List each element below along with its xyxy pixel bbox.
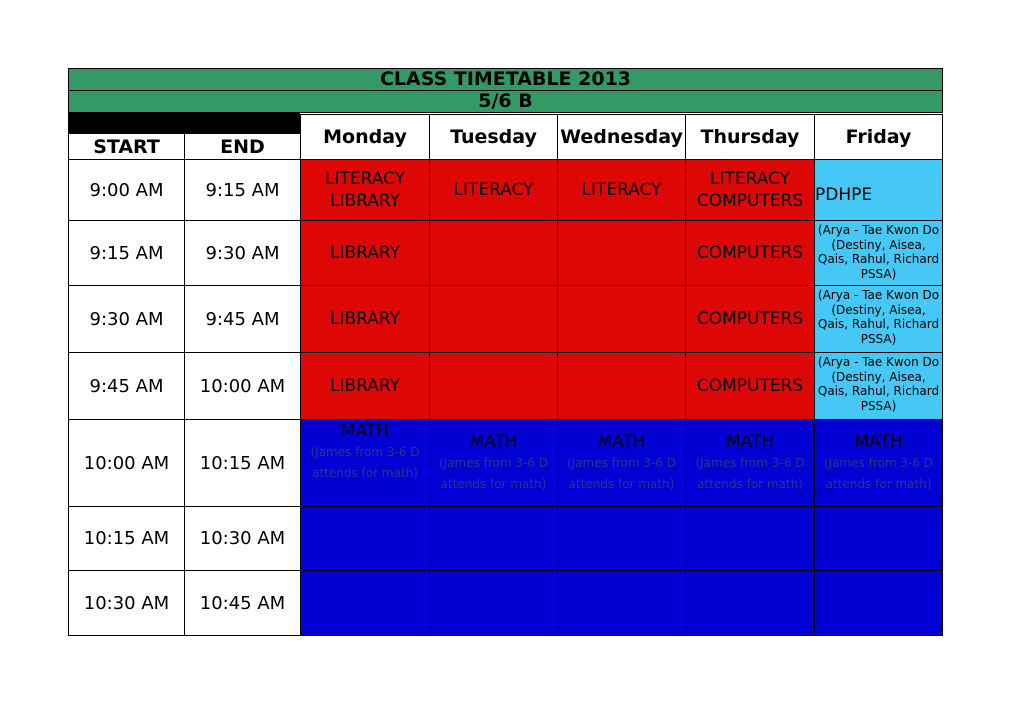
lesson-cell [557,220,686,286]
math-detail: (James from 3-6 D attends for math) [310,445,420,480]
lesson-note: (Arya - Tae Kwon Do (Destiny, Aisea, Qais, Rahul, Richard PSSA) [817,223,940,281]
math-cell [300,570,430,636]
math-label: MATH [597,432,646,452]
lesson-label: LITERACY [709,169,791,189]
math-cell [300,506,430,571]
math-cell [429,506,558,571]
lesson-label: LIBRARY [329,309,400,329]
lesson-cell [300,352,430,420]
start-time: 9:45 AM [68,352,185,420]
end-time: 9:30 AM [184,220,301,286]
end-time: 10:30 AM [184,506,301,571]
start-time: 10:15 AM [68,506,185,571]
math-cell [814,506,943,571]
end-time: 9:45 AM [184,285,301,353]
day-header-thursday: Thursday [685,114,815,160]
timetable-title: CLASS TIMETABLE 2013 [68,68,943,91]
day-header-monday: Monday [300,114,430,160]
lesson-cell [557,352,686,420]
math-label: MATH [854,432,903,452]
start-time: 10:30 AM [68,570,185,636]
start-header: START [68,133,185,160]
math-cell [557,506,686,571]
start-time: 9:30 AM [68,285,185,353]
lesson-cell [300,285,430,353]
day-header-tuesday: Tuesday [429,114,558,160]
math-detail: (James from 3-6 D attends for math) [823,456,934,491]
lesson-label: LITERACY [581,180,662,200]
lesson-cell [557,159,686,221]
lesson-label: COMPUTERS [696,309,804,329]
day-header-friday: Friday [814,114,943,160]
lesson-label: LITERACY [453,180,534,200]
lesson-label: LIBRARY [329,243,400,263]
math-label: MATH [469,432,518,452]
lesson-cell [814,159,943,221]
lesson-cell [429,159,558,221]
timetable-sheet [68,68,943,636]
math-cell [300,419,430,507]
lesson-cell [685,352,815,420]
math-cell [557,570,686,636]
math-label: MATH [340,421,390,441]
lesson-cell [685,220,815,286]
start-time: 9:00 AM [68,159,185,221]
lesson-label: PDHPE [815,184,873,205]
end-time: 10:15 AM [184,419,301,507]
lesson-label: LIBRARY [329,191,400,211]
math-label: MATH [725,432,775,452]
lesson-note: (Arya - Tae Kwon Do (Destiny, Aisea, Qais, Rahul, Richard PSSA) [817,288,940,346]
math-cell [685,419,815,507]
lesson-cell [429,285,558,353]
lesson-note: (Arya - Tae Kwon Do (Destiny, Aisea, Qais, Rahul, Richard PSSA) [817,355,940,413]
math-detail: (James from 3-6 D attends for math) [566,456,677,491]
end-time: 10:45 AM [184,570,301,636]
lesson-label: COMPUTERS [696,243,804,263]
math-cell [557,419,686,507]
end-time: 10:00 AM [184,352,301,420]
math-detail: (James from 3-6 D attends for math) [438,456,549,491]
math-cell [814,419,943,507]
lesson-cell [300,220,430,286]
math-cell [429,419,558,507]
lesson-note-cell [814,352,943,420]
math-cell [685,570,815,636]
math-detail: (James from 3-6 D attends for math) [695,456,805,491]
end-time: 9:15 AM [184,159,301,221]
start-time: 10:00 AM [68,419,185,507]
lesson-label: LITERACY [324,169,406,189]
lesson-cell [429,220,558,286]
lesson-cell [429,352,558,420]
math-cell [685,506,815,571]
lesson-cell [557,285,686,353]
start-time: 9:15 AM [68,220,185,286]
lesson-note-cell [814,285,943,353]
lesson-cell [685,159,815,221]
lesson-label: LIBRARY [329,376,400,396]
day-header-wednesday: Wednesday [557,114,686,160]
lesson-label: COMPUTERS [696,191,804,211]
lesson-label: COMPUTERS [696,376,804,396]
lesson-cell [300,159,430,221]
lesson-cell [685,285,815,353]
lesson-note-cell [814,220,943,286]
math-cell [814,570,943,636]
class-name: 5/6 B [68,90,943,113]
end-header: END [184,133,301,160]
math-cell [429,570,558,636]
header-black-bar [68,113,300,133]
